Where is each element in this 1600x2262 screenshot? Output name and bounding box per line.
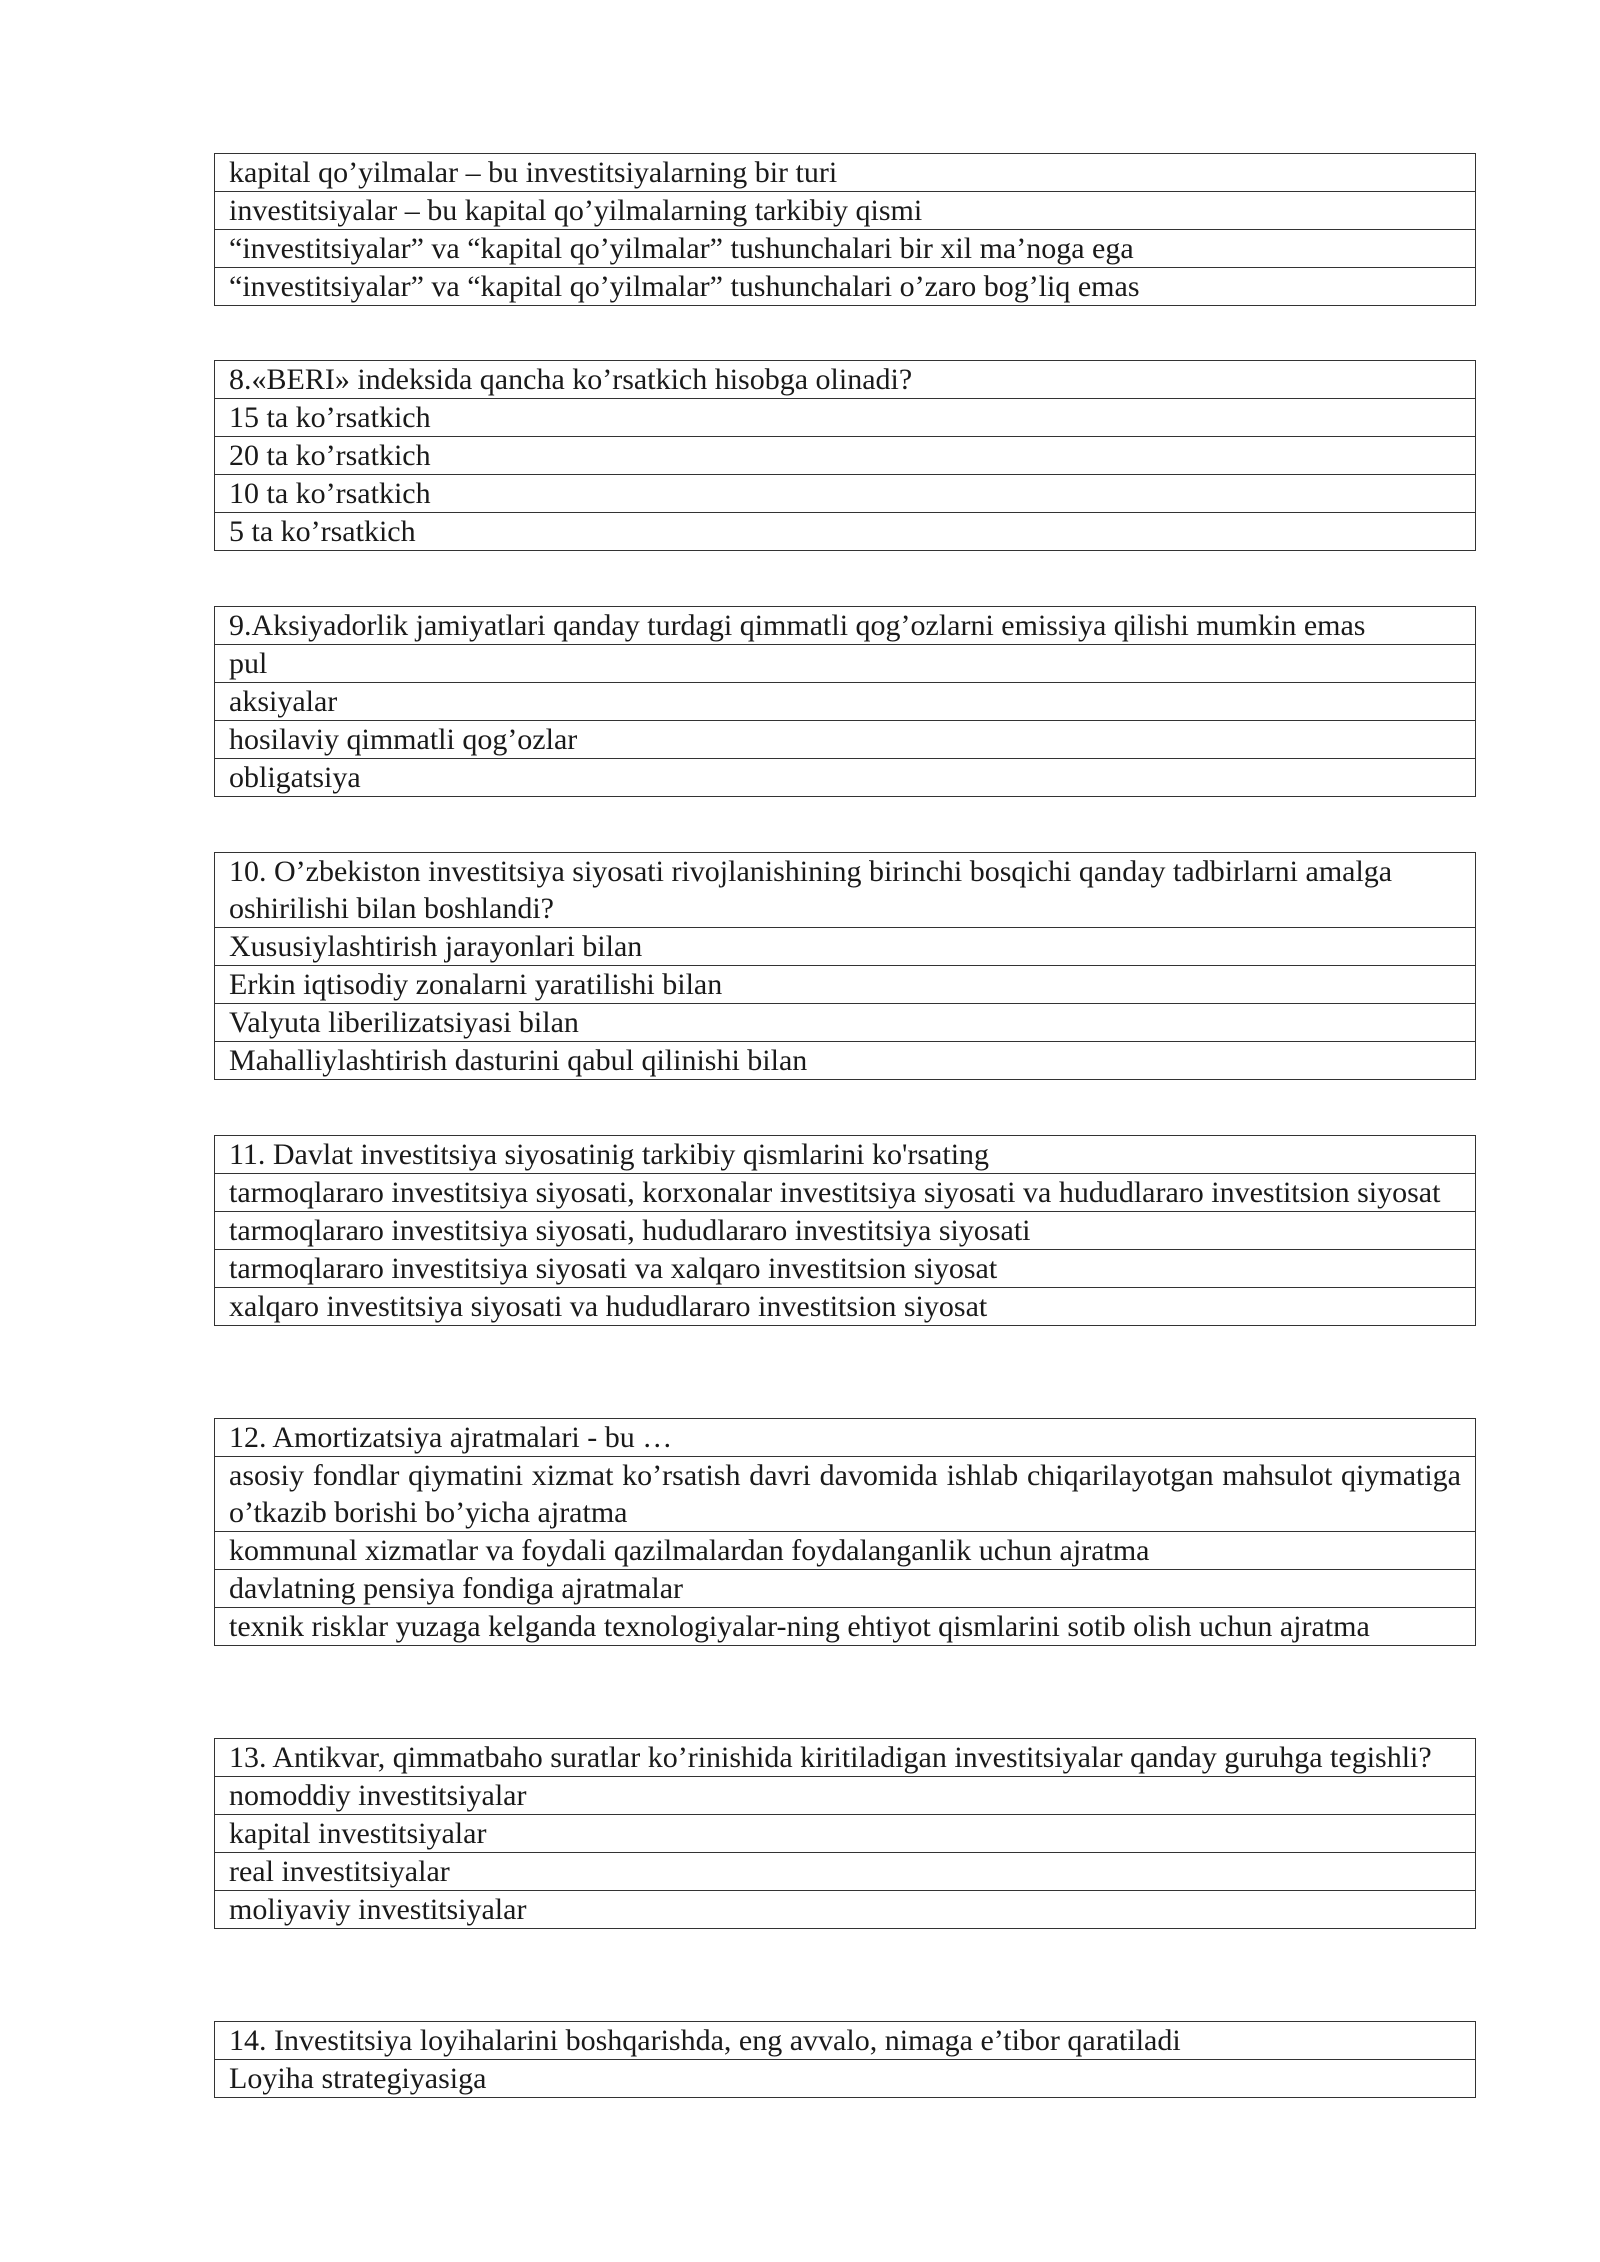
answer-option-row — [215, 645, 1476, 683]
answer-option[interactable]: kapital investitsiyalar — [215, 1815, 1476, 1853]
answer-option-row — [215, 437, 1476, 475]
answer-option-row — [215, 268, 1476, 306]
answer-option-row — [215, 1608, 1476, 1646]
question-text: 11. Davlat investitsiya siyosatinig tarkibiy qismlarini ko'rsating — [215, 1136, 1476, 1174]
question-block-11 — [214, 1135, 1476, 1326]
answer-option[interactable]: 10 ta ko’rsatkich — [215, 475, 1476, 513]
question-block-7-options — [214, 153, 1476, 306]
answer-option[interactable]: 5 ta ko’rsatkich — [215, 513, 1476, 551]
question-row — [215, 1136, 1476, 1174]
answer-option-row — [215, 1891, 1476, 1929]
answer-option[interactable]: asosiy fondlar qiymatini xizmat ko’rsatish davri davomida ishlab chiqarilayotgan mahsulot qiymatiga o’tkazib borishi bo’yicha ajratma — [215, 1457, 1476, 1532]
question-text: 10. O’zbekiston investitsiya siyosati rivojlanishining birinchi bosqichi qanday tadbirlarni amalga oshirilishi bilan boshlandi? — [215, 853, 1476, 928]
answer-option[interactable]: investitsiyalar – bu kapital qo’yilmalarning tarkibiy qismi — [215, 192, 1476, 230]
answer-option-row — [215, 721, 1476, 759]
question-block-10 — [214, 852, 1476, 1080]
answer-option[interactable]: Xususiylashtirish jarayonlari bilan — [215, 928, 1476, 966]
question-row — [215, 607, 1476, 645]
answer-option[interactable]: xalqaro investitsiya siyosati va hududlararo investitsion siyosat — [215, 1288, 1476, 1326]
answer-option[interactable]: Loyiha strategiyasiga — [215, 2060, 1476, 2098]
answer-option[interactable]: aksiyalar — [215, 683, 1476, 721]
answer-option-row — [215, 1853, 1476, 1891]
answer-option-row — [215, 1174, 1476, 1212]
answer-option-row — [215, 683, 1476, 721]
question-text: 9.Aksiyadorlik jamiyatlari qanday turdagi qimmatli qog’ozlarni emissiya qilishi mumkin emas — [215, 607, 1476, 645]
question-row — [215, 853, 1476, 928]
answer-option[interactable]: Erkin iqtisodiy zonalarni yaratilishi bilan — [215, 966, 1476, 1004]
answer-option-row — [215, 230, 1476, 268]
question-block-13 — [214, 1738, 1476, 1929]
answer-option[interactable]: hosilaviy qimmatli qog’ozlar — [215, 721, 1476, 759]
answer-option[interactable]: davlatning pensiya fondiga ajratmalar — [215, 1570, 1476, 1608]
answer-option-row — [215, 2060, 1476, 2098]
question-row — [215, 2022, 1476, 2060]
answer-option[interactable]: obligatsiya — [215, 759, 1476, 797]
question-row — [215, 1739, 1476, 1777]
answer-option-row — [215, 1815, 1476, 1853]
question-block-8 — [214, 360, 1476, 551]
answer-option[interactable]: tarmoqlararo investitsiya siyosati va xalqaro investitsion siyosat — [215, 1250, 1476, 1288]
question-block-9 — [214, 606, 1476, 797]
answer-option-row — [215, 1532, 1476, 1570]
answer-option-row — [215, 759, 1476, 797]
question-text: 14. Investitsiya loyihalarini boshqarishda, eng avvalo, nimaga e’tibor qaratiladi — [215, 2022, 1476, 2060]
answer-option[interactable]: kommunal xizmatlar va foydali qazilmalardan foydalanganlik uchun ajratma — [215, 1532, 1476, 1570]
answer-option-row — [215, 1288, 1476, 1326]
answer-option[interactable]: nomoddiy investitsiyalar — [215, 1777, 1476, 1815]
answer-option-row — [215, 1570, 1476, 1608]
answer-option-row — [215, 1212, 1476, 1250]
answer-option[interactable]: 15 ta ko’rsatkich — [215, 399, 1476, 437]
answer-option-row — [215, 928, 1476, 966]
question-row — [215, 1419, 1476, 1457]
answer-option[interactable]: tarmoqlararo investitsiya siyosati, korxonalar investitsiya siyosati va hududlararo investitsion siyosat — [215, 1174, 1476, 1212]
question-text: 13. Antikvar, qimmatbaho suratlar ko’rinishida kiritiladigan investitsiyalar qanday guruhga tegishli? — [215, 1739, 1476, 1777]
answer-option[interactable]: moliyaviy investitsiyalar — [215, 1891, 1476, 1929]
answer-option-row — [215, 1777, 1476, 1815]
answer-option-row — [215, 513, 1476, 551]
answer-option[interactable]: real investitsiyalar — [215, 1853, 1476, 1891]
answer-option[interactable]: Mahalliylashtirish dasturini qabul qilinishi bilan — [215, 1042, 1476, 1080]
answer-option-row — [215, 966, 1476, 1004]
question-text: 8.«BERI» indeksida qancha ko’rsatkich hisobga olinadi? — [215, 361, 1476, 399]
answer-option[interactable]: “investitsiyalar” va “kapital qo’yilmalar” tushunchalari bir xil ma’noga ega — [215, 230, 1476, 268]
question-row — [215, 361, 1476, 399]
answer-option[interactable]: texnik risklar yuzaga kelganda texnologiyalar-ning ehtiyot qismlarini sotib olish uchun ajratma — [215, 1608, 1476, 1646]
answer-option[interactable]: 20 ta ko’rsatkich — [215, 437, 1476, 475]
answer-option-row — [215, 1004, 1476, 1042]
question-block-12 — [214, 1418, 1476, 1646]
answer-option-row — [215, 1250, 1476, 1288]
answer-option-row — [215, 475, 1476, 513]
answer-option[interactable]: kapital qo’yilmalar – bu investitsiyalarning bir turi — [215, 154, 1476, 192]
answer-option[interactable]: tarmoqlararo investitsiya siyosati, hududlararo investitsiya siyosati — [215, 1212, 1476, 1250]
question-block-14 — [214, 2021, 1476, 2098]
answer-option[interactable]: “investitsiyalar” va “kapital qo’yilmalar” tushunchalari o’zaro bog’liq emas — [215, 268, 1476, 306]
question-text: 12. Amortizatsiya ajratmalari - bu … — [215, 1419, 1476, 1457]
answer-option[interactable]: pul — [215, 645, 1476, 683]
answer-option-row — [215, 154, 1476, 192]
answer-option-row — [215, 1042, 1476, 1080]
answer-option[interactable]: Valyuta liberilizatsiyasi bilan — [215, 1004, 1476, 1042]
answer-option-row — [215, 1457, 1476, 1532]
answer-option-row — [215, 399, 1476, 437]
answer-option-row — [215, 192, 1476, 230]
